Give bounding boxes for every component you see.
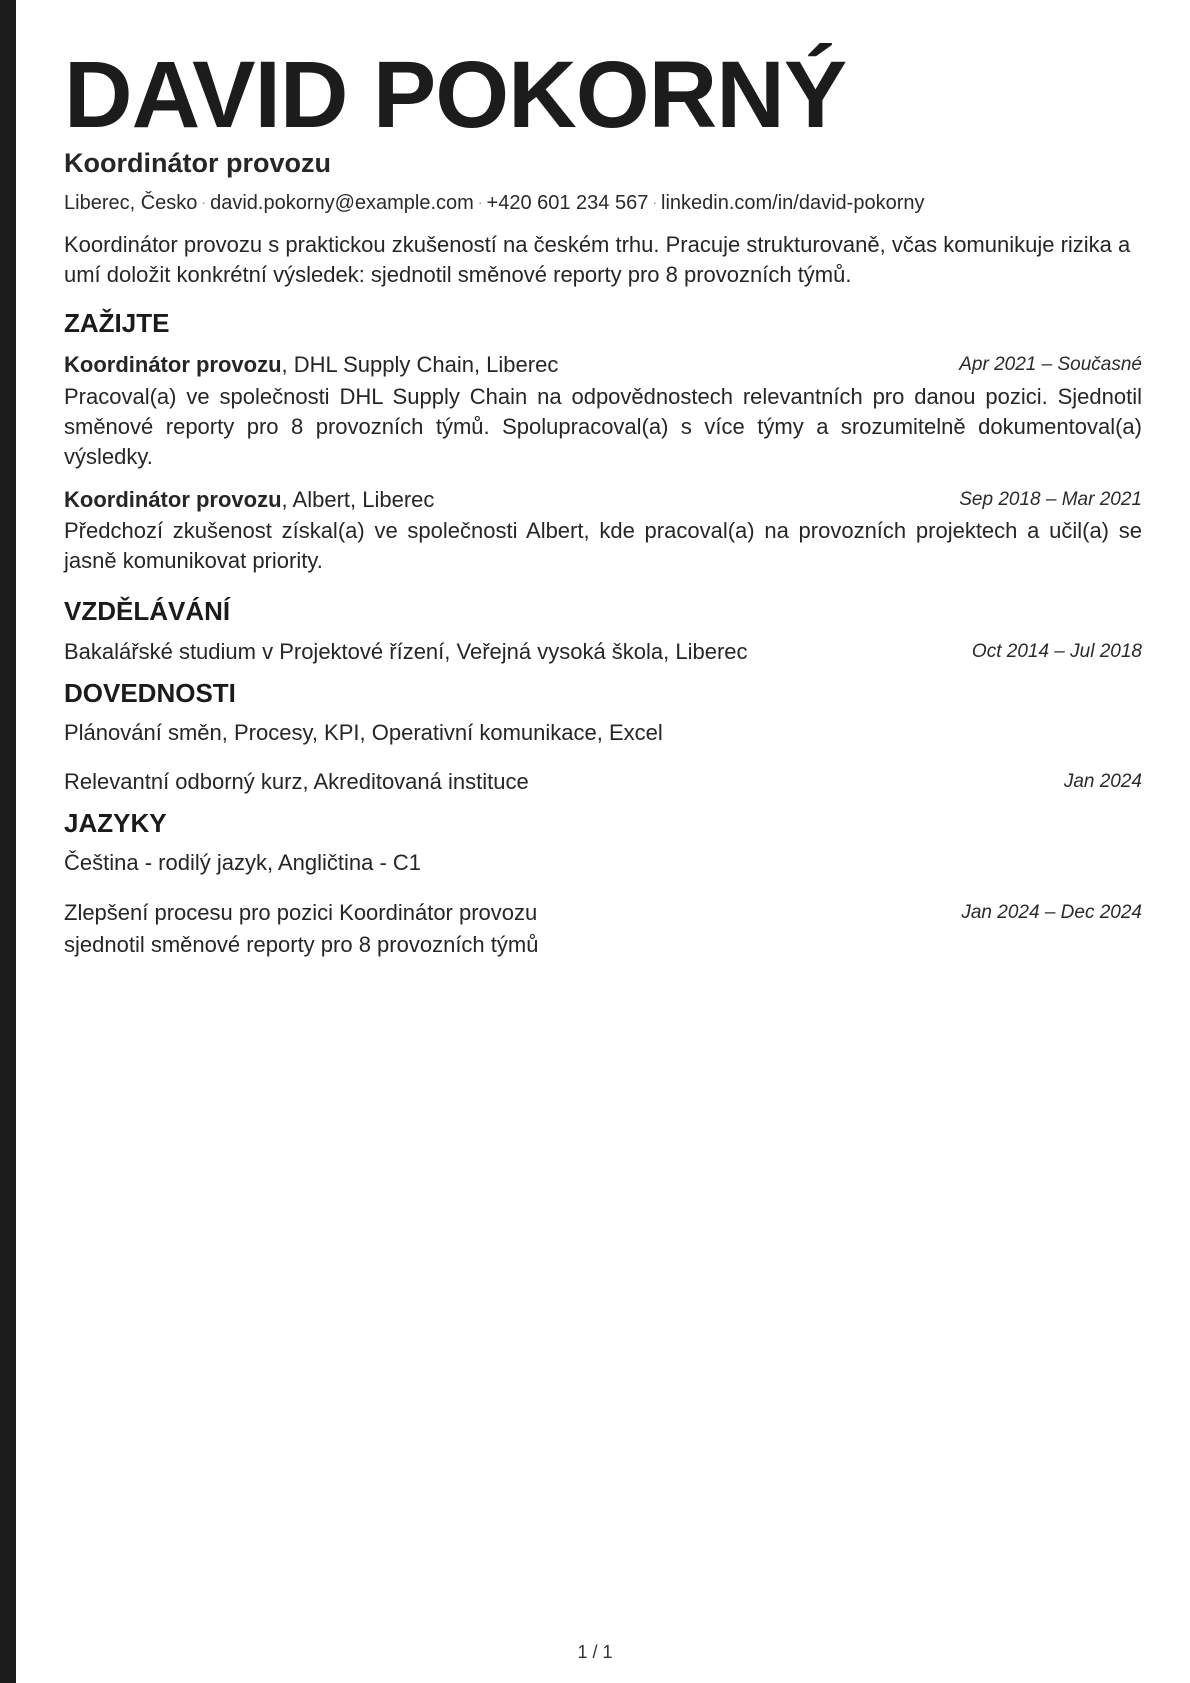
experience-company: , Albert, Liberec <box>281 487 435 512</box>
experience-role: Koordinátor provozu <box>64 352 282 377</box>
education-heading: VZDĚLÁVÁNÍ <box>64 596 231 626</box>
job-title: Koordinátor provozu <box>64 148 331 178</box>
project-dates: Jan 2024 – Dec 2024 <box>961 902 1142 923</box>
contact-location: Liberec, Česko <box>64 192 198 214</box>
education-text: Bakalářské studium v Projektové řízení, Veřejná vysoká škola, Liberec <box>64 639 748 664</box>
education-dates: Oct 2014 – Jul 2018 <box>971 641 1142 662</box>
profile-summary: Koordinátor provozu s praktickou zkušeností na českém trhu. Pracuje strukturovaně, včas komunikuje rizika a umí doložit konkrétní výsledek: sjednotil směnové reporty pro 8 provozních týmů. <box>64 232 1131 287</box>
course-entry <box>64 768 1142 796</box>
contact-phone[interactable]: +420 601 234 567 <box>486 192 649 214</box>
experience-description: Pracoval(a) ve společnosti DHL Supply Chain na odpovědnostech relevantních pro danou pozici. Sjednotil směnové reporty pro 8 provozních týmů. Spolupracoval(a) s více týmy a srozumitelně dokumentoval(a) výsledky. <box>64 384 1142 469</box>
contact-linkedin[interactable]: linkedin.com/in/david-pokorny <box>661 192 925 214</box>
skills-heading: DOVEDNOSTI <box>64 678 236 708</box>
languages-list: Čeština - rodilý jazyk, Angličtina - C1 <box>64 850 422 875</box>
experience-company: , DHL Supply Chain, Liberec <box>281 352 559 377</box>
experience-description: Předchozí zkušenost získal(a) ve společnosti Albert, kde pracoval(a) na provozních projektech a učil(a) se jasně komunikovat priority. <box>64 518 1142 573</box>
course-text: Relevantní odborný kurz, Akreditovaná instituce <box>64 769 529 794</box>
page-edge-bar <box>0 0 16 1683</box>
experience-entry-header <box>64 486 1142 514</box>
contact-email[interactable]: david.pokorny@example.com <box>210 192 474 214</box>
candidate-name: DAVID POKORNÝ <box>64 42 847 148</box>
experience-heading: ZAŽIJTE <box>64 308 170 338</box>
experience-dates: Apr 2021 – Současné <box>959 354 1142 375</box>
contact-separator: · <box>477 194 483 210</box>
education-entry <box>64 638 1142 666</box>
page-number: 1 / 1 <box>577 1642 613 1662</box>
languages-heading: JAZYKY <box>64 808 167 838</box>
project-entry <box>64 899 1142 927</box>
experience-dates: Sep 2018 – Mar 2021 <box>959 489 1142 510</box>
contact-separator: · <box>201 194 207 210</box>
project-detail: sjednotil směnové reporty pro 8 provozních týmů <box>64 932 539 957</box>
project-title: Zlepšení procesu pro pozici Koordinátor provozu <box>64 900 538 925</box>
experience-role: Koordinátor provozu <box>64 487 282 512</box>
contact-line <box>64 192 924 215</box>
contact-separator: · <box>652 194 658 210</box>
skills-list: Plánování směn, Procesy, KPI, Operativní komunikace, Excel <box>64 720 663 745</box>
experience-entry-header <box>64 351 1142 379</box>
course-dates: Jan 2024 <box>1063 771 1142 792</box>
